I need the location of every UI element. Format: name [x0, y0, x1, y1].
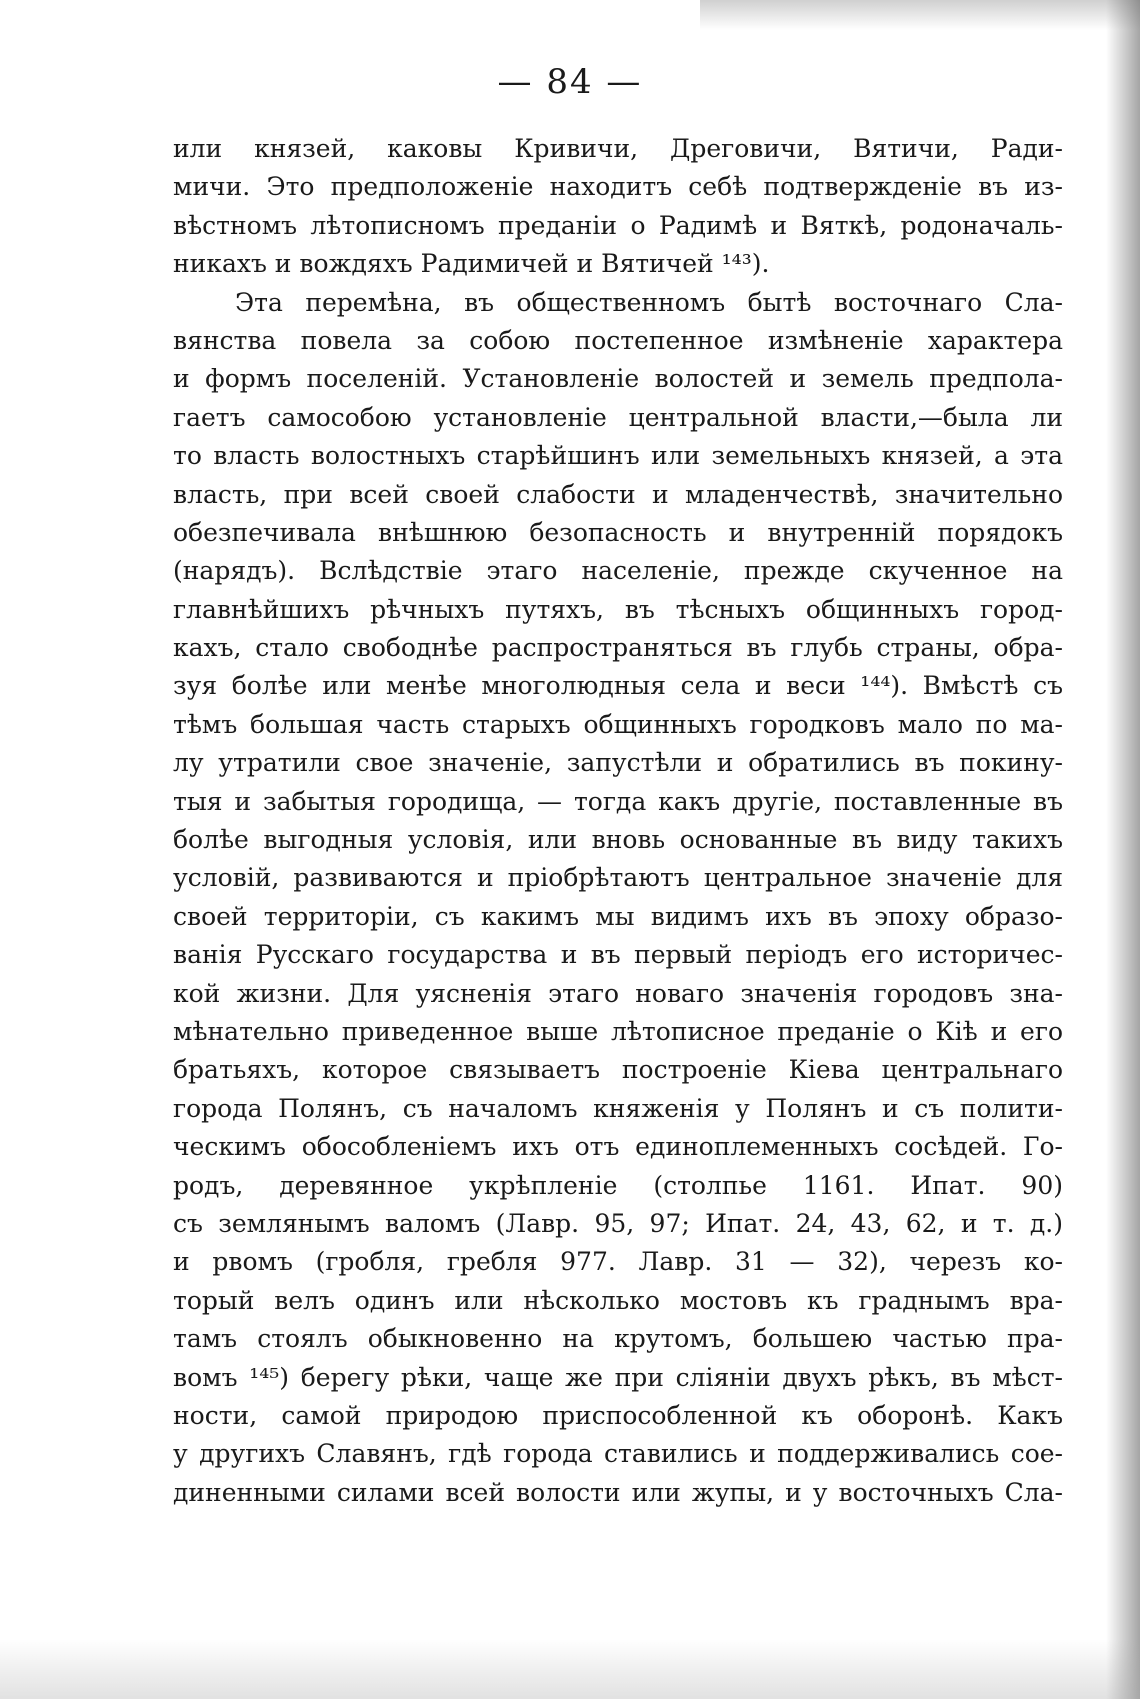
scan-shadow-top: [700, 0, 1140, 30]
text-line: у другихъ Славянъ, гдѣ города ставились и поддерживались сое-: [173, 1439, 1063, 1469]
text-line: никахъ и вождяхъ Радимичей и Вятичей ¹⁴³).: [173, 249, 770, 279]
text-line: (нарядъ). Вслѣдствіе этаго населеніе, прежде скученное на: [173, 556, 1063, 586]
text-line: власть, при всей своей слабости и младенчествѣ, значительно: [173, 479, 1063, 509]
text-line: лу утратили свое значеніе, запустѣли и обратились въ покину-: [173, 748, 1063, 778]
text-line: диненными силами всей волости или жупы, и у восточныхъ Сла-: [173, 1477, 1063, 1507]
text-line: вѣстномъ лѣтописномъ преданіи о Радимѣ и Вяткѣ, родоначаль-: [173, 210, 1063, 240]
text-line: вомъ ¹⁴⁵) берегу рѣки, чаще же при сліяніи двухъ рѣкъ, въ мѣст-: [173, 1362, 1063, 1392]
text-line: гаетъ самособою установленіе центральной власти,—была ли: [173, 402, 1063, 432]
text-line: кой жизни. Для уясненія этаго новаго значенія городовъ зна-: [173, 978, 1063, 1008]
text-line: города Полянъ, съ началомъ княженія у Полянъ и съ полити-: [173, 1093, 1063, 1123]
paragraph-first-line: Эта перемѣна, въ общественномъ бытѣ восточнаго Сла-: [235, 287, 1063, 317]
text-line: главнѣйшихъ рѣчныхъ путяхъ, въ тѣсныхъ общинныхъ город-: [173, 594, 1063, 624]
scan-shadow-right: [1106, 0, 1140, 1699]
text-line: ческимъ обособленіемъ ихъ отъ единоплеменныхъ сосѣдей. Го-: [173, 1132, 1063, 1162]
text-line: болѣе выгодныя условія, или вновь основанные въ виду такихъ: [173, 825, 1063, 855]
text-line: тамъ стоялъ обыкновенно на крутомъ, большею частью пра-: [173, 1324, 1063, 1354]
text-line: братьяхъ, которое связываетъ построеніе Кіева центральнаго: [173, 1055, 1063, 1085]
text-line: вянства повела за собою постепенное измѣненіе характера: [173, 325, 1063, 355]
body-text: [173, 130, 1063, 1512]
text-line: или князей, каковы Кривичи, Дреговичи, Вятичи, Ради-: [173, 134, 1063, 163]
text-line: и формъ поселеній. Установленіе волостей и земель предпола-: [173, 364, 1063, 394]
text-line: мичи. Это предположеніе находитъ себѣ подтвержденіе въ из-: [173, 172, 1063, 202]
text-line: ванія Русскаго государства и въ первый періодъ его историчес-: [173, 940, 1063, 970]
text-line: кахъ, стало свободнѣе распространяться въ глубь страны, обра-: [173, 633, 1063, 663]
text-line: ности, самой природою приспособленной къ оборонѣ. Какъ: [173, 1400, 1063, 1430]
text-line: родъ, деревянное укрѣпленіе (столпье 1161. Ипат. 90): [173, 1170, 1063, 1200]
text-line: съ землянымъ валомъ (Лавр. 95, 97; Ипат. 24, 43, 62, и т. д.): [173, 1208, 1063, 1238]
text-line: обезпечивала внѣшнюю безопасность и внутренній порядокъ: [173, 517, 1063, 547]
text-line: мѣнательно приведенное выше лѣтописное преданіе о Кіѣ и его: [173, 1016, 1063, 1046]
page-number: — 84 —: [497, 62, 643, 102]
text-line: тѣмъ большая часть старыхъ общинныхъ городковъ мало по ма-: [173, 709, 1063, 739]
scan-shadow-bottom: [0, 1639, 1140, 1699]
text-line: и рвомъ (гробля, гребля 977. Лавр. 31 — 32), черезъ ко-: [173, 1247, 1063, 1277]
text-line: торый велъ одинъ или нѣсколько мостовъ къ граднымъ вра-: [173, 1285, 1063, 1315]
text-line: зуя болѣе или менѣе многолюдныя села и веси ¹⁴⁴). Вмѣстѣ съ: [173, 671, 1063, 701]
text-line: тыя и забытыя городища, — тогда какъ другіе, поставленные въ: [173, 786, 1063, 816]
text-line: то власть волостныхъ старѣйшинъ или земельныхъ князей, а эта: [173, 441, 1063, 471]
text-line: условій, развиваются и пріобрѣтаютъ центральное значеніе для: [173, 863, 1063, 893]
text-line: своей территоріи, съ какимъ мы видимъ ихъ въ эпоху образо-: [173, 901, 1063, 931]
